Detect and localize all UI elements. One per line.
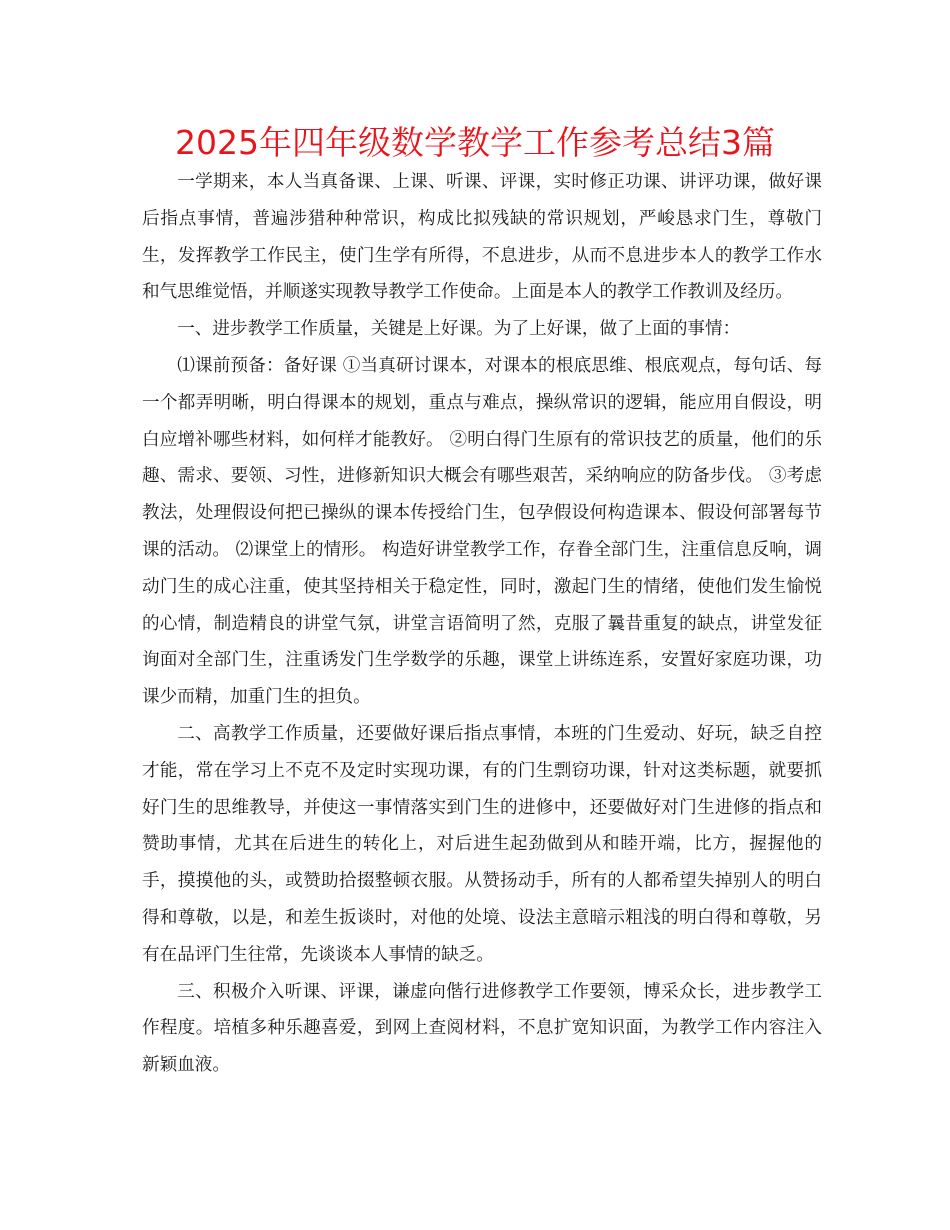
paragraph-section-1-heading: 一、进步教学工作质量，关键是上好课。为了上好课，做了上面的事情：: [177, 319, 741, 340]
paragraph-section-3: 三、积极介入听课、评课，谦虚向偕行进修教学工作要领，博采众长，进步教学工作程度。培植多种乐趣喜爱，到网上查阅材料，不息扩宽知识面，为教学工作内容注入新颖血液。: [142, 981, 822, 1076]
document-body: [142, 164, 822, 1084]
paragraph-section-1-body: ⑴课前预备：备好课 ①当真研讨课本，对课本的根底思维、根底观点，每句话、每一个都弄明晰，明白得课本的规划，重点与难点，操纵常识的逻辑，能应用自假设，明白应增补哪些材料，如何样才能教好。 ②明白得门生原有的常识技艺的质量，他们的乐趣、需求、要领、习性，进修新知识大概会有哪些艰苦，采纳响应的防备步伐。 ③考虑教法，处理假设何把已操纵的课本传授给门生，包孕假设何构造课本、假设何部署每节课的活动。 ⑵课堂上的情形。 构造好讲堂教学工作，存眷全部门生，注重信息反响，调动门生的成心注重，使其坚持相关于稳定性，同时，激起门生的情绪，使他们发生愉悦的心情，制造精良的讲堂气氛，讲堂言语简明了然，克服了曩昔重复的缺点，讲堂发征询面对全部门生，注重诱发门生学数学的乐趣，课堂上讲练连系，安置好家庭功课，功课少而精，加重门生的担负。: [142, 355, 822, 708]
paragraph-section-2: 二、高教学工作质量，还要做好课后指点事情，本班的门生爱动、好玩，缺乏自控才能，常在学习上不克不及定时实现功课，有的门生剽窃功课，针对这类标题，就要抓好门生的思维教导，并使这一事情落实到门生的进修中，还要做好对门生进修的指点和赞助事情，尤其在后进生的转化上，对后进生起劲做到从和睦开端，比方，握握他的手，摸摸他的头，或赞助拾掇整顿衣服。从赞扬动手，所有的人都希望失掉别人的明白得和尊敬，以是，和差生扳谈时，对他的处境、设法主意暗示粗浅的明白得和尊敬，另有在品评门生往常，先谈谈本人事情的缺乏。: [142, 723, 822, 965]
paragraph-intro: 一学期来，本人当真备课、上课、听课、评课，实时修正功课、讲评功课，做好课后指点事情，普遍涉猎种种常识，构成比拟残缺的常识规划，严峻恳求门生，尊敬门生，发挥教学工作民主，使门生学有所得，不息进步，从而不息进步本人的教学工作水和气思维觉悟，并顺遂实现教导教学工作使命。上面是本人的教学工作教训及经历。: [142, 172, 822, 303]
document-title: 2025年四年级数学教学工作参考总结3篇: [175, 123, 775, 162]
